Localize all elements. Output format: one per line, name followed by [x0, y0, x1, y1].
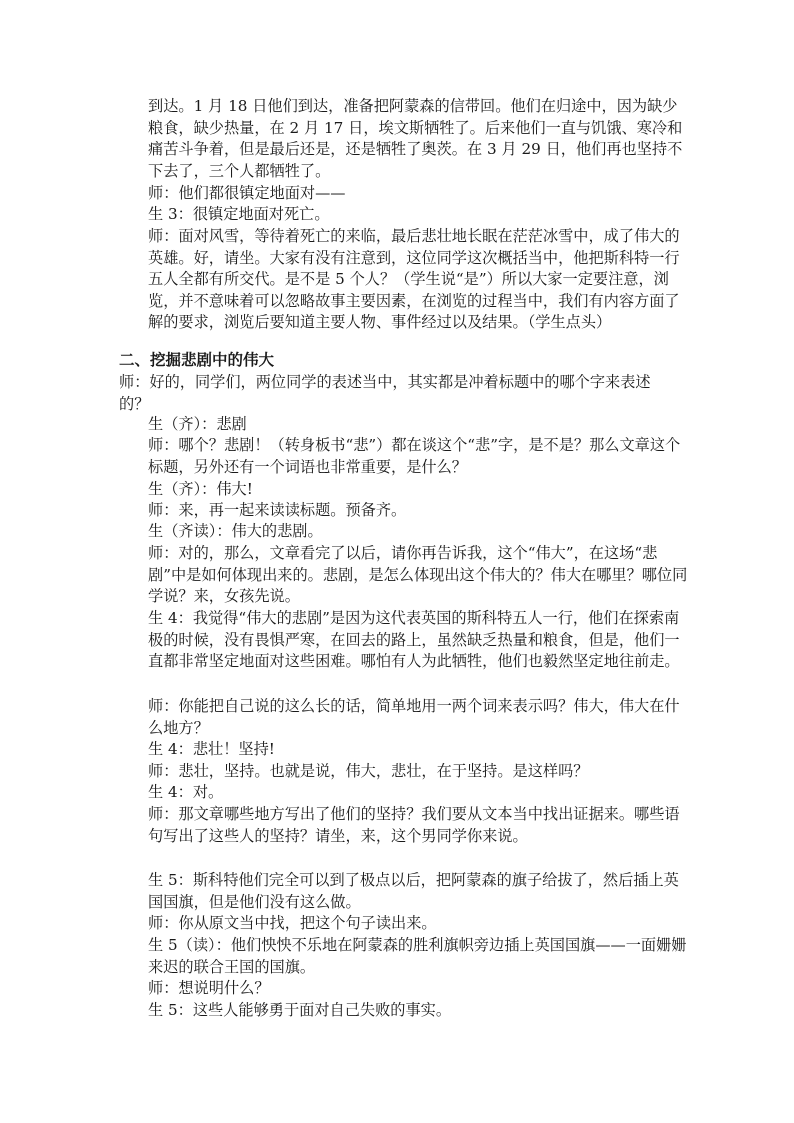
paragraph-story-summary: 到达。1 月 18 日他们到达，准备把阿蒙森的信带回。他们在归途中，因为缺少粮食，缺少热量，在 2 月 17 日，埃文斯牺牲了。后来他们一直与饥饿、寒冷和痛苦斗争着，但是最后还是，还是牺牲了奥茨。在 3 月 29 日，他们再也坚持不下去了，三个人都牺牲了。 [148, 97, 683, 180]
paragraph-teacher: 师：你从原文当中找，把这个句子读出来。 [148, 914, 437, 932]
paragraph-student: 生 5：这些人能够勇于面对自己失败的事实。 [148, 1001, 452, 1019]
paragraph-student: 生 4：悲壮！坚持! [148, 740, 275, 758]
paragraph-teacher: 师：对的，那么，文章看完了以后，请你再告诉我，这个“伟大”，在这场“悲剧”中是如何体现出来的。悲剧，是怎么体现出这个伟大的？伟大在哪里？哪位同学说？来，女孩先说。 [148, 544, 688, 606]
paragraph-teacher: 师：想说明什么？ [148, 979, 270, 997]
paragraph-teacher: 师：哪个？悲剧！（转身板书“悲”）都在谈这个“悲”字，是不是？那么文章这个标题，另外还有一个词语也非常重要，是什么？ [148, 436, 681, 476]
paragraph-teacher: 师：你能把自己说的这么长的话，简单地用一两个词来表示吗？伟大，伟大在什么地方？ [148, 697, 680, 737]
paragraph-student: 生（齐读）：伟大的悲剧。 [148, 522, 323, 540]
paragraph-teacher: 师：面对风雪，等待着死亡的来临，最后悲壮地长眠在茫茫冰雪中，成了伟大的英雄。好，请坐。大家有没有注意到，这位同学这次概括当中，他把斯科特一行五人全都有所交代。是不是 5 个人？（学生说“是”）所以大家一定要注意，浏览，并不意味着可以忽略故事主要因素，在浏览的过程当中，我们有内容方面了解的要求，浏览后要知道主要人物、事件经过以及结果。（学生点头） [148, 227, 680, 332]
paragraph-student: 生（齐）：悲剧 [148, 415, 247, 433]
section-heading: 二、挖掘悲剧中的伟大 [119, 351, 275, 369]
paragraph-teacher: 师：那文章哪些地方写出了他们的坚持？我们要从文本当中找出证据来。哪些语句写出了这些人的坚持？请坐，来，这个男同学你来说。 [148, 805, 680, 845]
paragraph-teacher: 师：好的，同学们，两位同学的表述当中，其实都是冲着标题中的哪个字来表述的？ [119, 373, 651, 413]
paragraph-teacher: 师：悲壮，坚持。也就是说，伟大，悲壮，在于坚持。是这样吗？ [148, 762, 589, 780]
paragraph-teacher: 师：他们都很镇定地面对—— [148, 184, 346, 202]
paragraph-student: 生 5（读）：他们怏怏不乐地在阿蒙森的胜利旗帜旁边插上英国国旗——一面姗姗来迟的联合王国的国旗。 [148, 936, 687, 976]
paragraph-student: 生（齐）：伟大! [148, 480, 253, 498]
paragraph-student: 生 4：我觉得“伟大的悲剧”是因为这代表英国的斯科特五人一行，他们在探索南极的时候，没有畏惧严寒，在回去的路上，虽然缺乏热量和粮食，但是，他们一直都非常坚定地面对这些困难。哪怕有人为此牺牲，他们也毅然坚定地往前走。 [148, 609, 680, 671]
paragraph-student: 生 3：很镇定地面对死亡。 [148, 205, 330, 223]
paragraph-teacher: 师：来，再一起来读读标题。预备齐。 [148, 501, 407, 519]
paragraph-student: 生 4：对。 [148, 783, 224, 801]
paragraph-student: 生 5：斯科特他们完全可以到了极点以后，把阿蒙森的旗子给拔了，然后插上英国国旗，但是他们没有这么做。 [148, 871, 679, 911]
